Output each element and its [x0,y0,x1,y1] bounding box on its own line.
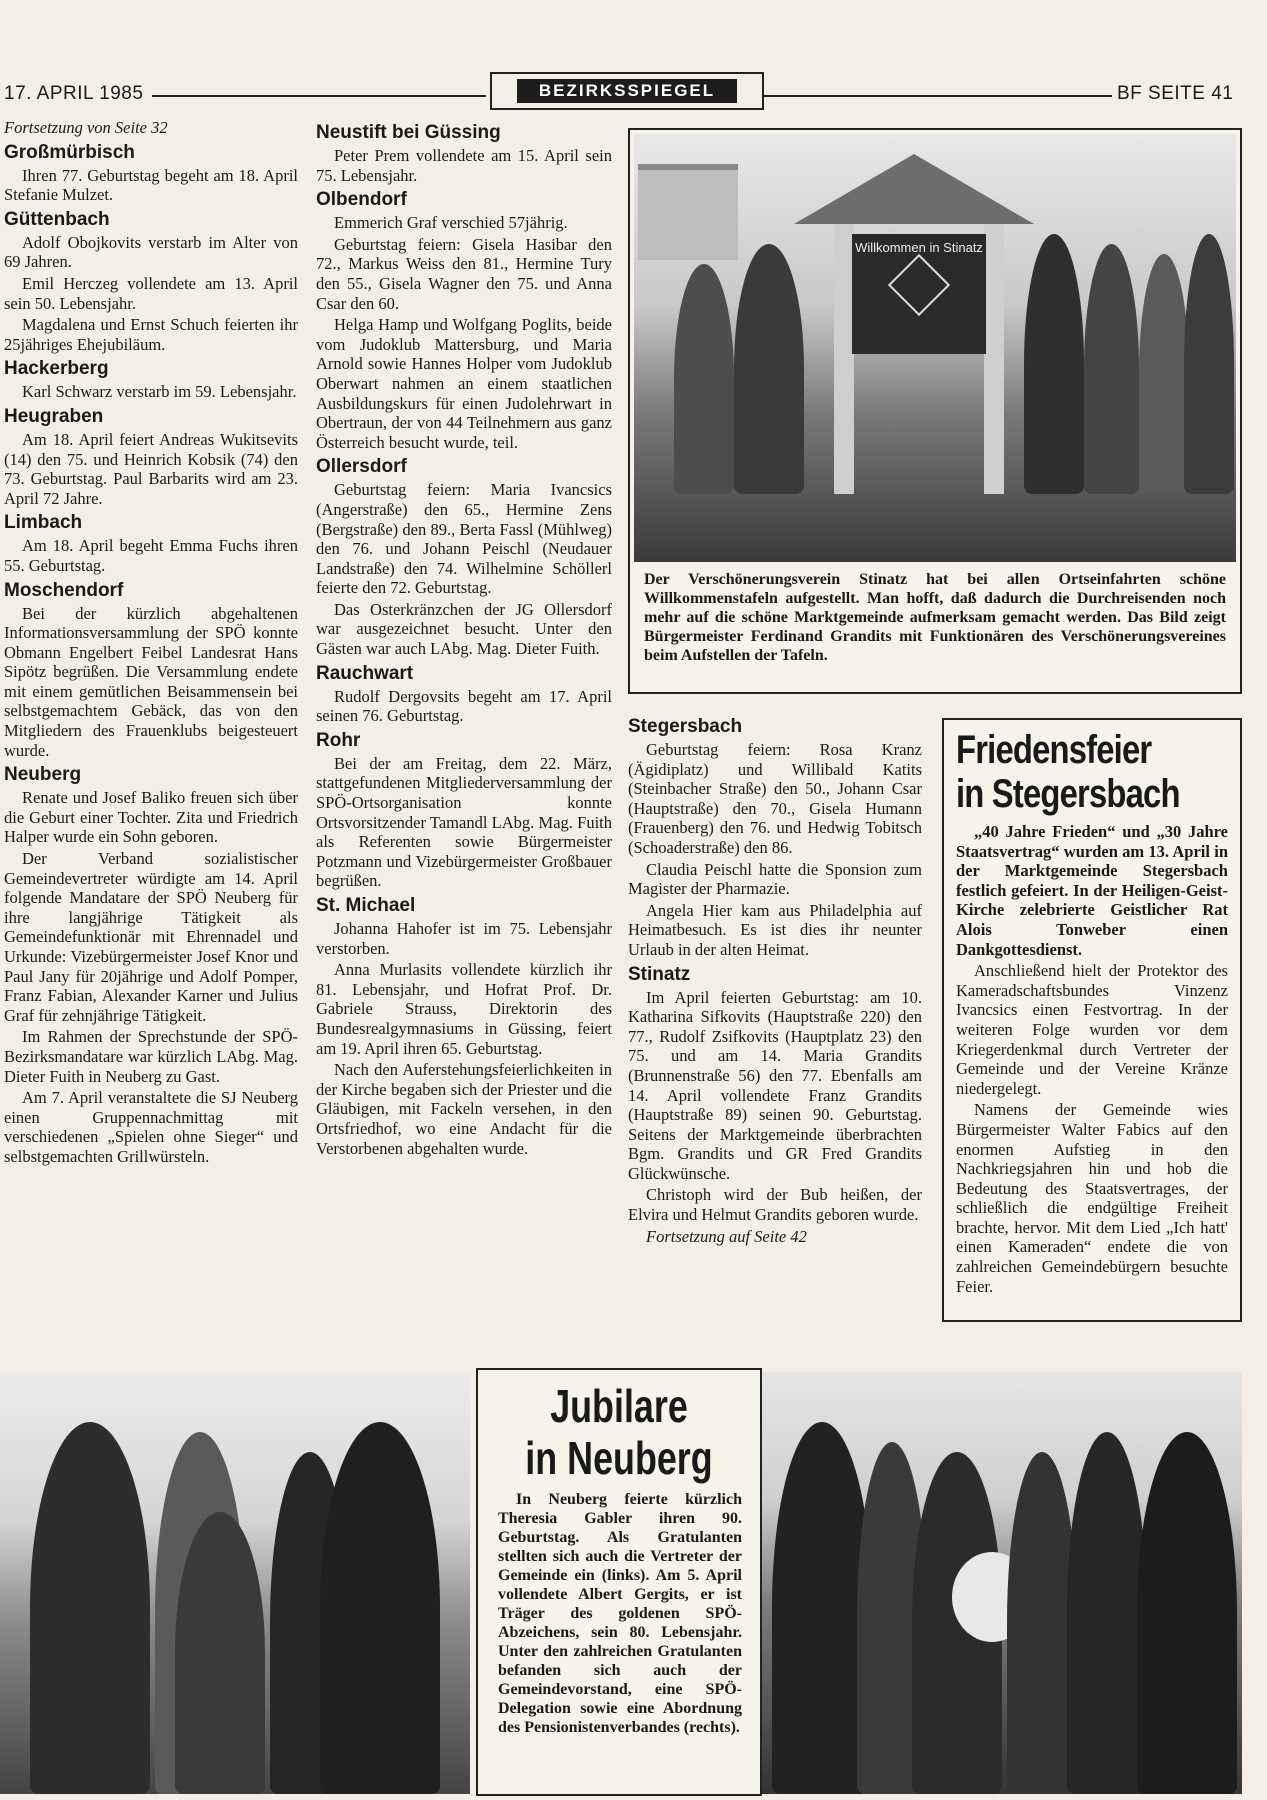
section-heading: Rohr [316,729,361,751]
person-figure [1139,254,1189,494]
article-paragraph: Geburtstag feiern: Maria Ivancsics (Angerstraße) den 65., Hermine Zens (Bergstraße) den 89., Berta Fassl (Mühlweg) den 76. und Johann Peischl (Neudauer Landstraße) den 74. Wilhelmine Schöllerl feierte den 72. Geburtstag. [316,480,612,598]
column-2 [316,118,612,1350]
friedensfeier-body [956,961,1228,1296]
article-paragraph: Claudia Peischl hatte die Sponsion zum Magister der Pharmazie. [628,859,922,899]
section-heading: Moschendorf [4,579,124,601]
section-heading: Stinatz [628,963,691,985]
continued-from: Fortsetzung von Seite 32 [4,118,168,137]
section-heading: Ollersdorf [316,456,407,478]
sign-board [852,234,986,354]
person-figure [1084,244,1139,494]
section-heading: Olbendorf [316,189,407,211]
issue-date: 17. APRIL 1985 [4,83,144,104]
article-paragraph: Emmerich Graf verschied 57jährig. [334,213,568,233]
section-heading: Stegersbach [628,716,743,737]
stinatz-photo-box [628,128,1242,694]
article-paragraph: Am 18. April begeht Emma Fuchs ihren 55. Geburtstag. [4,536,298,575]
article-paragraph: Ihren 77. Geburtstag begeht am 18. April Stefanie Mulzet. [4,165,298,205]
person-figure [734,244,804,494]
person-figure [1184,234,1234,494]
column-3 [628,712,922,1332]
header-rule-right [764,95,1112,97]
stinatz-photo [634,134,1236,562]
col3-sections [628,716,922,1225]
section-heading: Limbach [4,512,83,534]
section-heading: St. Michael [316,895,416,916]
article-paragraph: Am 18. April feiert Andreas Wukitsevits (14) den 75. und Heinrich Kobsik (74) den 73. Geburtstag. Paul Barbarits wird am 23. April 72 Jahre. [4,429,298,508]
sign-text: Willkommen in Stinatz [855,240,983,255]
section-banner [490,72,764,110]
article-paragraph: Im April feierten Geburtstag: am 10. Katharina Sifkovits (Hauptstraße 220) den 77., Rudolf Zsifkovits (Hauptplatz 23) den 75. und am 14. Maria Grandits (Brunnenstraße 56) den 77. Ebenfalls am 14. April vollendete Franz Grandits (Hauptstraße 89) seinen 90. Geburtstag. Seitens der Marktgemeinde überbrachten Bgm. Grandits und GR Fred Grandits Glückwünsche. [628,987,922,1183]
col2-sections [316,122,612,1158]
article-paragraph: Bei der kürzlich abgehaltenen Informationsversammlung der SPÖ konnte Obmann Engelbert Feibel Landesrat Hans Sipötz begrüßen. Die Versammlung endete mit einem gemütlichen Beisammensein bei selbstgemachtem Gebäck, das von den Mitgliedern des Frauenklubs beigesteuert wurde. [4,603,298,760]
page-number: BF SEITE 41 [1117,83,1234,104]
article-paragraph: Emil Herczeg vollendete am 13. April sein 50. Lebensjahr. [4,273,298,313]
article-paragraph: Karl Schwarz verstarb im 59. Lebensjahr. [22,382,297,402]
section-title: BEZIRKSSPIEGEL [517,79,737,103]
section-heading: Güttenbach [4,208,110,230]
jubilare-headline-2: in Neuberg [525,1432,713,1484]
person-figure [1137,1432,1237,1794]
sign-post-right [984,224,1004,494]
person-figure [30,1422,150,1794]
col1-sections [4,142,298,1167]
article-paragraph: Am 7. April veranstaltete die SJ Neuberg einen Gruppennachmittag mit verschiedenen „Spielen ohne Sieger“ und selbstgemachten Grillwürsteln. [4,1088,298,1166]
article-paragraph: Renate und Josef Baliko freuen sich über die Geburt einer Tochter. Zita und Friedrich Halper wurde ein Sohn geboren. [4,788,298,847]
article-paragraph: Geburtstag feiern: Rosa Kranz (Ägidiplatz) und Willibald Katits (Steinbacher Straße) den 50., Johann Csar (Hauptstraße) den 70., Gisela Humann (Frauenberg) den 76. und Hedwig Tobitsch (Schoaderstraße) den 86. [628,740,922,857]
friedensfeier-headline-2: in Stegersbach [956,772,1180,816]
friedensfeier-content [956,728,1228,1314]
article-paragraph: Adolf Obojkovits verstarb im Alter von 69 Jahren. [4,232,298,272]
article-paragraph: Johanna Hahofer ist im 75. Lebensjahr verstorben. [316,919,612,958]
section-heading: Heugraben [4,405,104,427]
jubilare-headline-1: Jubilare [550,1380,688,1432]
neuberg-photo-left [0,1372,470,1794]
column-1 [4,118,298,1350]
article-paragraph: Angela Hier kam aus Philadelphia auf Heimatbesuch. Es ist dies ihr neunter Urlaub in der alten Heimat. [628,900,922,959]
sign-emblem-icon [888,254,950,316]
article-paragraph: Das Osterkränzchen der JG Ollersdorf war ausgezeichnet besucht. Unter den Gästen war auch LAbg. Mag. Dieter Fuith. [316,599,612,659]
jubilare-box [476,1368,762,1796]
article-paragraph: Helga Hamp und Wolfgang Poglits, beide vom Judoklub Mattersburg, und Maria Arnold sowie Hannes Holper vom Judoklub Oberwart nahmen an einem staatlichen Ausbildungskurs für einen Judolehrwart in Obertraun, der von 44 Teilnehmern aus ganz Österreich besucht wurde, teil. [316,315,612,452]
stinatz-caption: Der Verschönerungsverein Stinatz hat bei allen Ortseinfahrten schöne Willkommenstafeln aufgestellt. Man hofft, daß dadurch die Durchreisenden noch mehr auf die schöne Marktgemeinde aufmerksam gemacht werden. Das Bild zeigt Bürgermeister Ferdinand Grandits mit Funktionären des Verschönerungsvereines beim Aufstellen der Tafeln. [644,571,1226,664]
article-paragraph: Bei der am Freitag, dem 22. März, stattgefundenen Mitgliederversammlung der SPÖ-Ortsorganisation konnte Ortsvorsitzender Tamandl LAbg. Mag. Fuith als Referenten sowie Bürgermeister Potzmann und Vizebürgermeister Großbauer begrüßen. [316,753,612,891]
section-heading: Hackerberg [4,358,109,380]
article-paragraph: Christoph wird der Bub heißen, der Elvira und Helmut Grandits geboren wurde. [628,1185,922,1225]
section-heading: Neustift bei Güssing [316,122,501,143]
person-figure [320,1422,440,1794]
jubilare-text: In Neuberg feierte kürzlich Theresia Gabler ihren 90. Geburtstag. Als Gratulanten stellten sich auch die Vertreter der Gemeinde ein (links). Am 5. April vollendete Albert Gergits, er ist Träger des goldenen SPÖ-Abzeichens, sein 80. Lebensjahr. Unter den zahlreichen Gratulanten befanden sich auch der Gemeindevorstand, eine SPÖ-Delegation sowie eine Abordnung des Pensionistenverbandes (rechts). [498,1491,742,1736]
article-paragraph: Geburtstag feiern: Gisela Hasibar den 72., Markus Weiss den 81., Hermine Tury den 55., Gisela Wagner den 75. und Anna Csar den 60. [316,234,612,313]
friedensfeier-box [942,718,1242,1322]
person-figure [175,1512,265,1794]
article-paragraph: Magdalena und Ernst Schuch feierten ihr 25jähriges Ehejubiläum. [4,315,298,354]
section-heading: Rauchwart [316,662,414,684]
header-rule-left [152,95,486,97]
sign-post-left [834,224,854,494]
friedensfeier-paragraph: Namens der Gemeinde wies Bürgermeister Walter Fabics auf den enormen Aufstieg in den Nachkriegsjahren hin und hob die Bedeutung des Staatsvertrages, der schließlich die endgültige Freiheit brachte, hervor. Mit dem Lied „Ich hatt' einen Kameraden“ endete die von zahlreichen Gemeindebürgern besuchte Feier. [956,1100,1228,1296]
person-figure [674,264,734,494]
friedensfeier-paragraph: Anschließend hielt der Protektor des Kameradschaftsbundes Vinzenz Ivancsics einen Festvortrag. In der weiteren Folge wurden vor dem Kriegerdenkmal durch Vertreter der Gemeinde und der Vereine Kränze niedergelegt. [956,961,1228,1098]
section-heading: Neuberg [4,764,82,786]
article-paragraph: Im Rahmen der Sprechstunde der SPÖ-Bezirksmandatare war kürzlich LAbg. Mag. Dieter Fuith in Neuberg zu Gast. [4,1027,298,1086]
section-heading: Großmürbisch [4,141,135,163]
friedensfeier-headline-1: Friedensfeier [956,728,1152,772]
article-paragraph: Rudolf Dergovsits begeht am 17. April seinen 76. Geburtstag. [316,686,612,726]
continued-to: Fortsetzung auf Seite 42 [646,1226,807,1246]
sign-roof [794,154,1034,224]
article-paragraph: Anna Murlasits vollendete kürzlich ihr 81. Lebensjahr, und Hofrat Prof. Dr. Gabriele Strauss, Direktorin des Bundesrealgymnasiums in Güssing, feiert am 19. April ihren 65. Geburtstag. [316,960,612,1058]
house-silhouette [638,164,738,260]
person-figure [1067,1432,1147,1794]
neuberg-photo-right [762,1372,1242,1794]
article-paragraph: Nach den Auferstehungsfeierlichkeiten in der Kirche begaben sich der Priester und die Gläubigen, mit Fackeln versehen, in den Ortsfriedhof, wo eine Andacht für die Verstorbenen abgehalten wurde. [316,1060,612,1158]
article-paragraph: Peter Prem vollendete am 15. April sein 75. Lebensjahr. [316,146,612,185]
person-figure [1024,234,1084,494]
friedensfeier-lead: „40 Jahre Frieden“ und „30 Jahre Staatsvertrag“ wurden am 13. April in der Marktgemeinde Stegersbach festlich gefeiert. In der Heiligen-Geist-Kirche zelebrierte Geistlicher Rat Alois Tonweber einen Dankgottesdienst. [956,822,1228,959]
article-paragraph: Der Verband sozialistischer Gemeindevertreter würdigte am 14. April folgende Mandatare der SPÖ Neuberg für ihre langjährige Tätigkeit als Gemeindefunktionär mit Ehrennadel und Urkunde: Vizebürgermeister Josef Knor und Paul Jany für 20jährige und Adolf Pomper, Franz Fabian, Alexander Karner und Julius Graf für zehnjährige Tätigkeit. [4,849,298,1025]
